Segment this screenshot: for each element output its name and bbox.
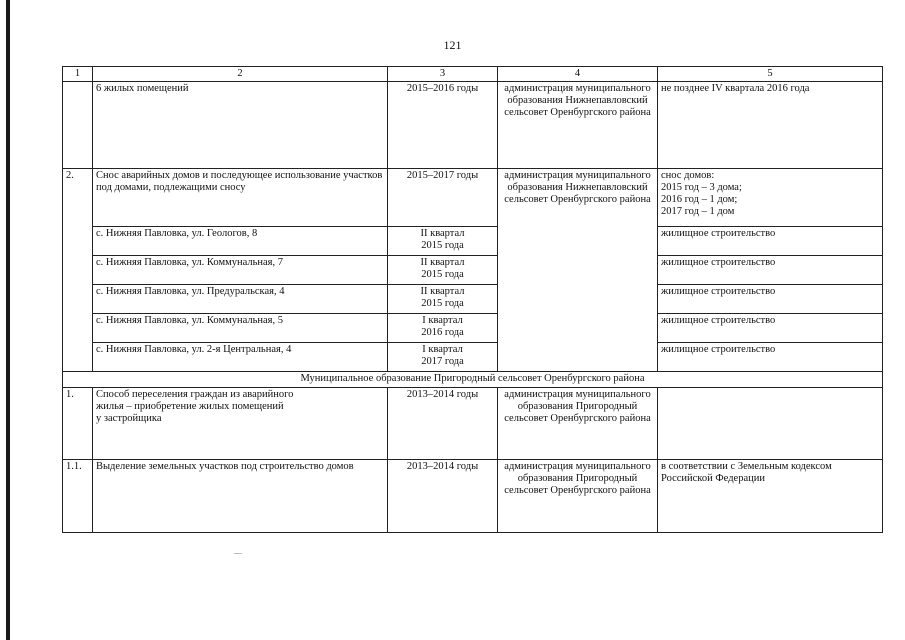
row-result: жилищное строительство — [658, 314, 883, 343]
row-result — [658, 388, 883, 460]
row-period: 2015–2017 годы — [388, 169, 498, 227]
col-header-3: 3 — [388, 67, 498, 82]
row-number: 1.1. — [63, 460, 93, 533]
col-header-5: 5 — [658, 67, 883, 82]
scan-speck — [234, 553, 242, 554]
row-address: с. Нижняя Павловка, ул. 2-я Центральная, 4 — [93, 343, 388, 372]
row-description: 6 жилых помещений — [93, 82, 388, 169]
row-result: снос домов: 2015 год – 3 дома; 2016 год – 1 дом; 2017 год – 1 дом — [658, 169, 883, 227]
row-executor: администрация муниципального образования Нижнепавловский сельсовет Оренбургского района — [498, 82, 658, 169]
row-executor: администрация муниципального образования Пригородный сельсовет Оренбургского района — [498, 388, 658, 460]
col-header-2: 2 — [93, 67, 388, 82]
row-result: жилищное строительство — [658, 227, 883, 256]
row-period: II квартал 2015 года — [388, 256, 498, 285]
table-row — [63, 82, 883, 169]
page-edge-bar — [6, 0, 10, 640]
table-row — [63, 256, 883, 285]
row-address: с. Нижняя Павловка, ул. Коммунальная, 5 — [93, 314, 388, 343]
section-row — [63, 372, 883, 388]
row-period: 2013–2014 годы — [388, 460, 498, 533]
row-result: в соответствии с Земельным кодексом Российской Федерации — [658, 460, 883, 533]
row-address: с. Нижняя Павловка, ул. Предуральская, 4 — [93, 285, 388, 314]
row-period: II квартал 2015 года — [388, 227, 498, 256]
row-period: 2013–2014 годы — [388, 388, 498, 460]
row-description: Выделение земельных участков под строительство домов — [93, 460, 388, 533]
table-row — [63, 285, 883, 314]
row-executor: администрация муниципального образования Нижнепавловский сельсовет Оренбургского района — [498, 169, 658, 372]
row-description: Способ переселения граждан из аварийного жилья – приобретение жилых помещений у застройщика — [93, 388, 388, 460]
row-description: Снос аварийных домов и последующее использование участков под домами, подлежащими сносу — [93, 169, 388, 227]
row-address: с. Нижняя Павловка, ул. Коммунальная, 7 — [93, 256, 388, 285]
row-period: II квартал 2015 года — [388, 285, 498, 314]
table-row — [63, 343, 883, 372]
row-period: I квартал 2016 года — [388, 314, 498, 343]
row-period: I квартал 2017 года — [388, 343, 498, 372]
table-row — [63, 169, 883, 227]
row-number: 1. — [63, 388, 93, 460]
table-header-row — [63, 67, 883, 82]
row-number: 2. — [63, 169, 93, 372]
col-header-1: 1 — [63, 67, 93, 82]
program-table — [62, 66, 883, 533]
section-title: Муниципальное образование Пригородный сельсовет Оренбургского района — [63, 372, 883, 388]
row-result: жилищное строительство — [658, 285, 883, 314]
row-result: не позднее IV квартала 2016 года — [658, 82, 883, 169]
table-row — [63, 460, 883, 533]
row-executor: администрация муниципального образования Пригородный сельсовет Оренбургского района — [498, 460, 658, 533]
table-row — [63, 388, 883, 460]
page-number: 121 — [443, 38, 462, 52]
table-row — [63, 227, 883, 256]
row-result: жилищное строительство — [658, 343, 883, 372]
row-address: с. Нижняя Павловка, ул. Геологов, 8 — [93, 227, 388, 256]
col-header-4: 4 — [498, 67, 658, 82]
row-number — [63, 82, 93, 169]
table-row — [63, 314, 883, 343]
row-result: жилищное строительство — [658, 256, 883, 285]
row-period: 2015–2016 годы — [388, 82, 498, 169]
